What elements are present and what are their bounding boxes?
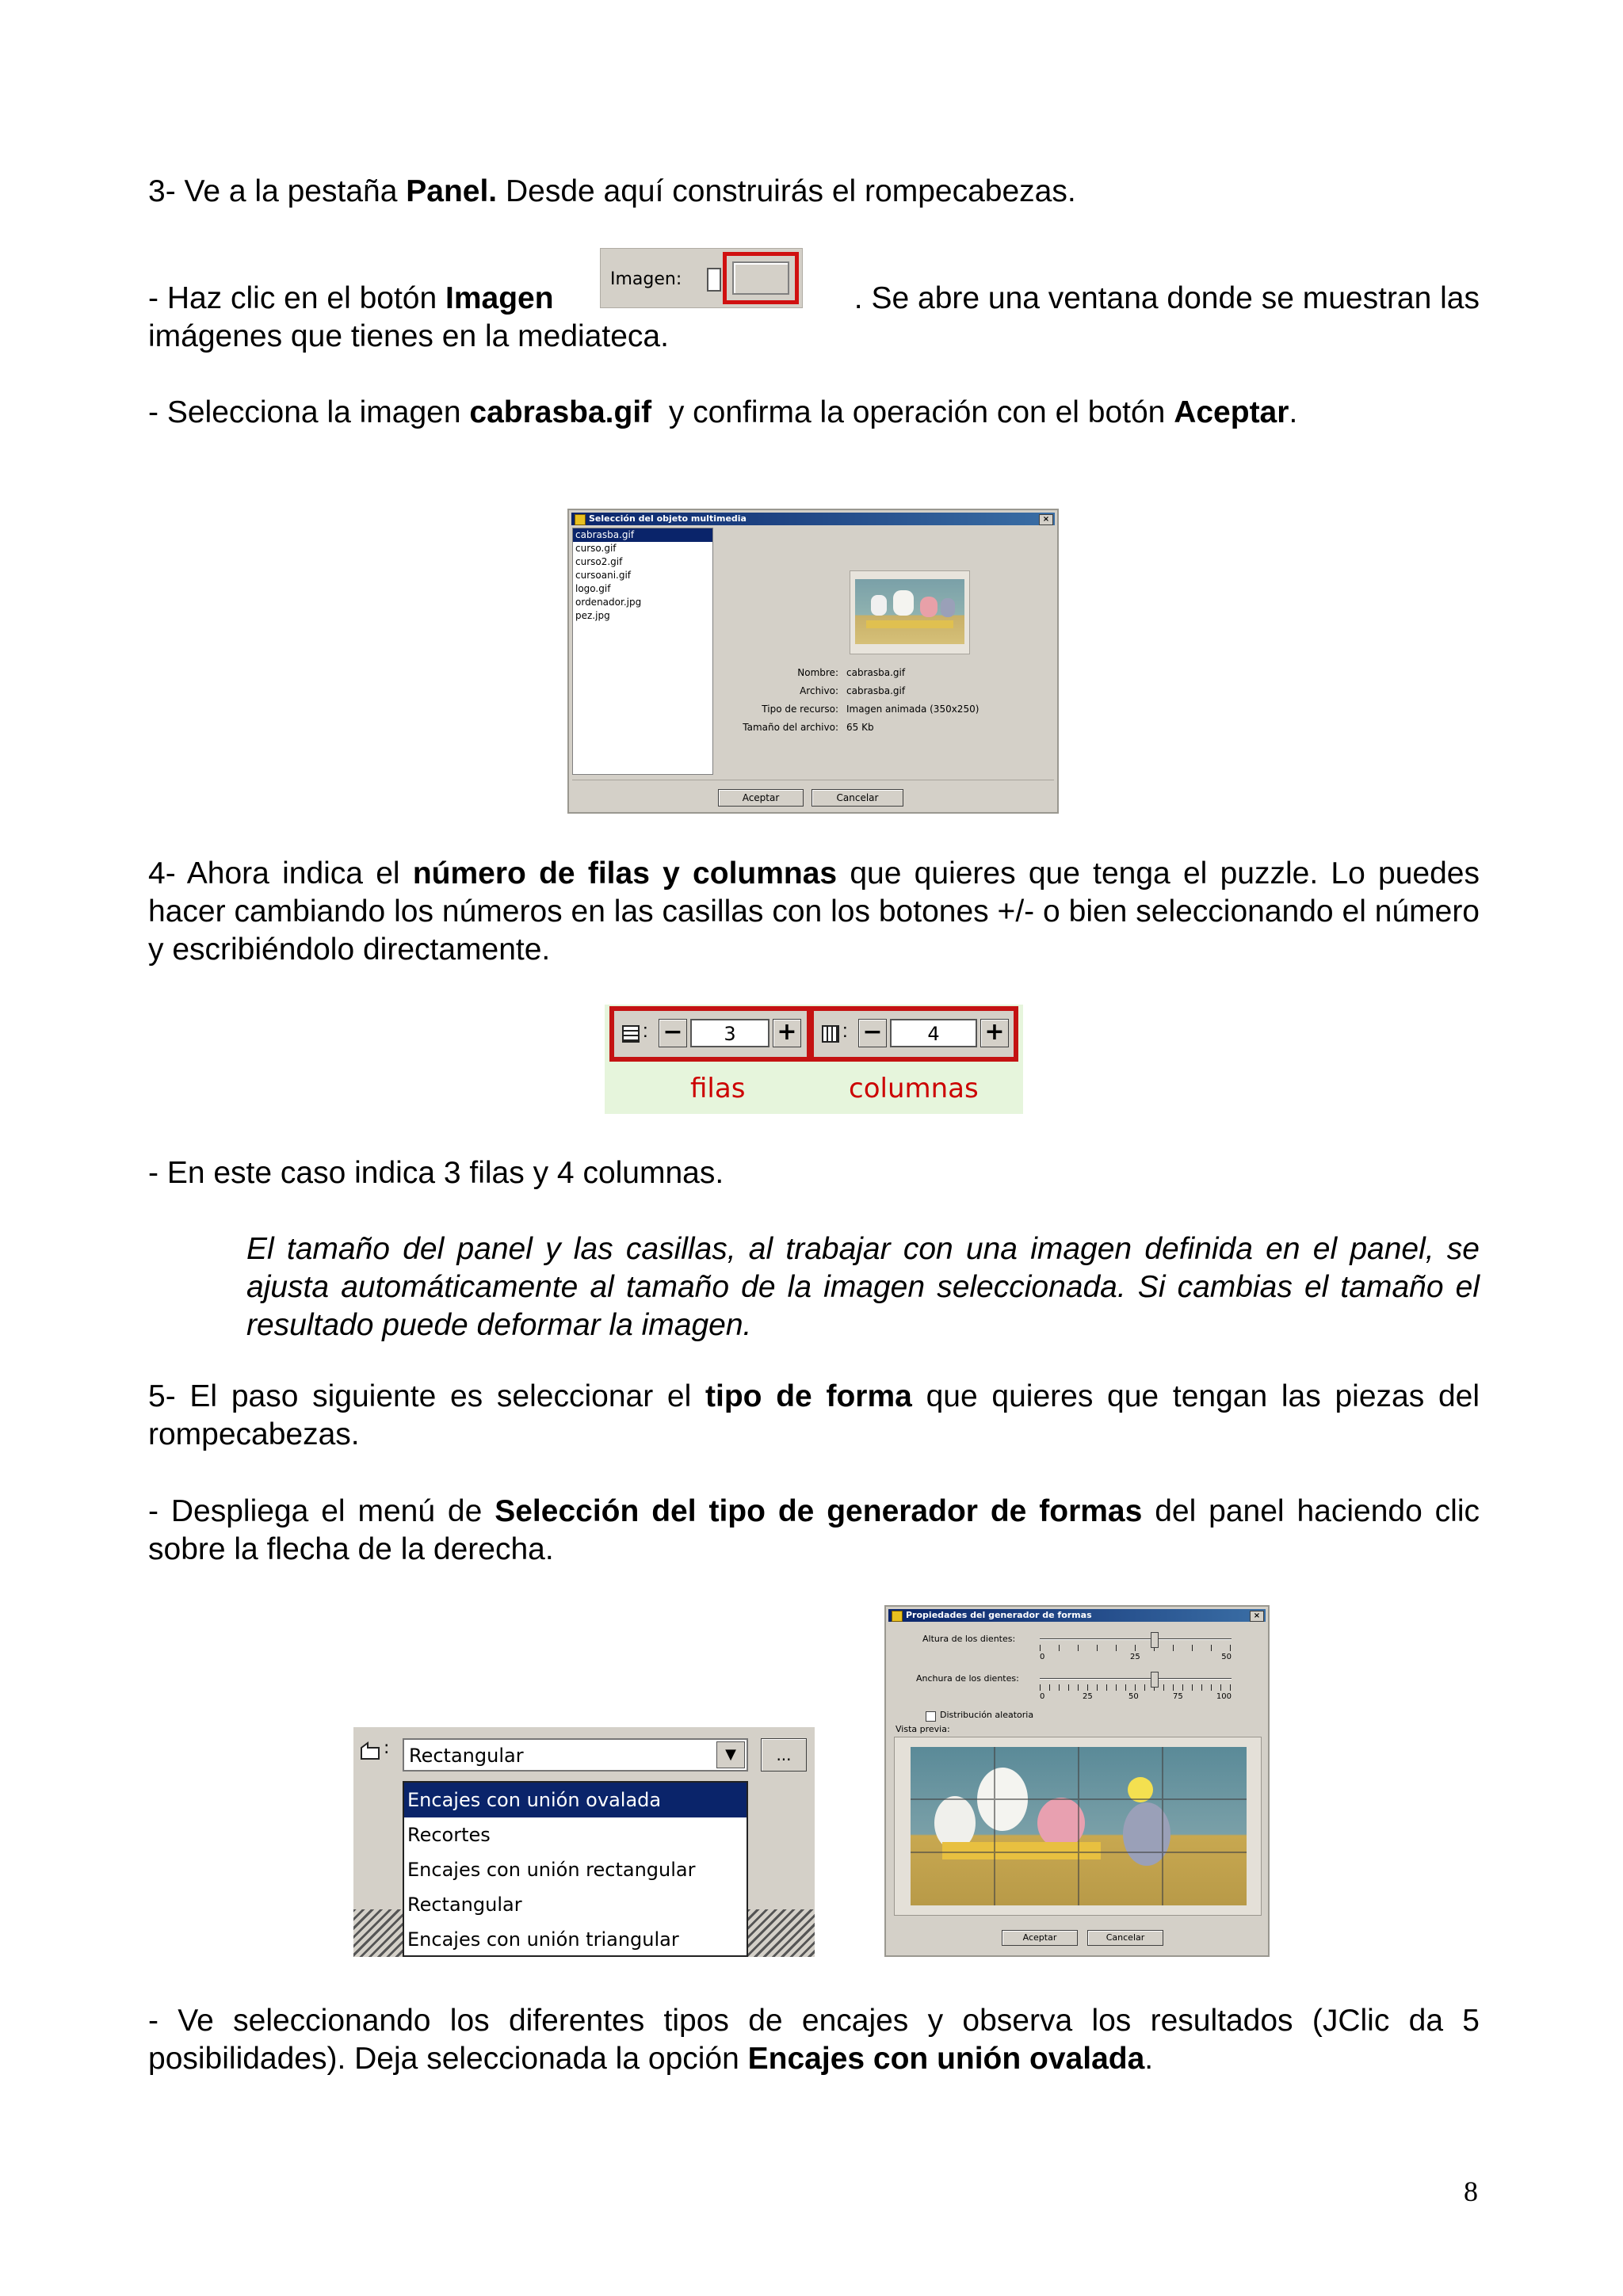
file-list-item[interactable]: curso.gif <box>575 543 617 554</box>
close-icon[interactable]: × <box>1039 514 1053 525</box>
preview-label: Vista previa: <box>896 1724 950 1734</box>
step5-text: 5- El paso siguiente es seleccionar el <box>148 1379 706 1413</box>
height-slider[interactable] <box>1040 1630 1232 1667</box>
click-image-suffix: . Se abre una ventana donde se muestran las <box>854 281 1480 315</box>
shape-option-item[interactable]: Encajes con unión rectangular <box>407 1859 696 1881</box>
shape-properties-dialog <box>884 1605 1270 1957</box>
grid-size-control <box>605 1005 1023 1114</box>
file-list-item[interactable]: curso2.gif <box>575 556 623 567</box>
step3-paragraph <box>148 173 1480 211</box>
width-slider[interactable] <box>1040 1670 1232 1707</box>
shape-cancel-button[interactable]: Cancelar <box>1087 1930 1163 1946</box>
width-tick-4: 100 <box>1216 1692 1232 1701</box>
height-tick-2: 50 <box>1221 1653 1232 1661</box>
height-tick-0: 0 <box>1040 1653 1045 1661</box>
file-list-item[interactable]: logo.gif <box>575 583 611 594</box>
shape-dropdown-screenshot <box>353 1727 815 1957</box>
rows-frame <box>609 1006 812 1062</box>
width-tick-2: 50 <box>1128 1692 1139 1701</box>
step4-suffix: que quieres que tenga el puzzle. Lo puedes hacer cambiando los números en las casillas con los botones +/- o bien seleccionando el número y escribiéndolo directamente. <box>148 856 1480 967</box>
shape-ok-button[interactable]: Aceptar <box>1002 1930 1078 1946</box>
height-label: Altura de los dientes: <box>922 1634 1016 1644</box>
file-list-item[interactable]: cursoani.gif <box>575 570 632 581</box>
media-info-labels <box>720 664 838 737</box>
case-text: - En este caso indica 3 filas y 4 columnas. <box>148 1156 724 1190</box>
width-tick-3: 75 <box>1173 1692 1183 1701</box>
click-image-line2 <box>148 318 1480 356</box>
label-size: Tamaño del archivo: <box>743 722 838 733</box>
cols-minus-button[interactable]: − <box>858 1019 887 1047</box>
shape-option-item[interactable]: Recortes <box>407 1824 491 1846</box>
dropdown-bold: Selección del tipo de generador de formas <box>495 1494 1143 1528</box>
puzzle-preview-image <box>911 1747 1247 1905</box>
select-image-text: - Selecciona la imagen <box>148 395 470 429</box>
chevron-down-icon[interactable]: ▼ <box>716 1741 745 1768</box>
close-icon[interactable]: × <box>1250 1611 1264 1622</box>
dropdown-suffix: del panel haciendo clic sobre la flecha de la derecha. <box>148 1494 1480 1566</box>
cols-caption: columnas <box>849 1073 979 1104</box>
height-tick-1: 25 <box>1130 1653 1140 1661</box>
click-image-line2-text: imágenes que tienes en la mediateca. <box>148 319 669 353</box>
file-list-item[interactable]: cabrasba.gif <box>573 528 712 542</box>
shape-options-list[interactable] <box>403 1781 748 1957</box>
preview-panel <box>894 1737 1262 1916</box>
rows-plus-button[interactable]: + <box>773 1019 801 1047</box>
app-icon <box>892 1611 903 1622</box>
label-file: Archivo: <box>800 685 838 696</box>
media-dialog-title: Selección del objeto multimedia <box>589 513 747 524</box>
shape-generator-icon <box>358 1740 382 1762</box>
rows-caption: filas <box>690 1073 746 1104</box>
cols-frame <box>809 1006 1018 1062</box>
shape-option-item[interactable]: Encajes con unión triangular <box>407 1928 679 1951</box>
app-icon <box>575 514 586 525</box>
click-image-text: - Haz clic en el botón <box>148 281 446 315</box>
step3-bold: Panel. <box>406 174 498 208</box>
note-paragraph <box>246 1230 1480 1344</box>
shape-select-value: Rectangular <box>409 1745 524 1767</box>
label-name: Nombre: <box>797 667 838 678</box>
shape-dialog-title: Propiedades del generador de formas <box>906 1610 1092 1620</box>
media-preview-frame <box>850 570 970 654</box>
image-widget-label: Imagen: <box>610 269 682 289</box>
click-image-paragraph <box>148 280 592 318</box>
image-widget-checkbox[interactable] <box>707 268 721 292</box>
step5-bold: tipo de forma <box>705 1379 912 1413</box>
page-number: 8 <box>1464 2176 1478 2207</box>
cols-plus-button[interactable]: + <box>980 1019 1009 1047</box>
step5-paragraph <box>148 1378 1480 1454</box>
final-bold: Encajes con unión ovalada <box>747 2042 1145 2076</box>
select-image-bold1: cabrasba.gif <box>469 395 652 429</box>
value-file: cabrasba.gif <box>846 685 906 696</box>
select-image-middle: y confirma la operación con el botón <box>651 395 1174 429</box>
step4-text: 4- Ahora indica el <box>148 856 413 891</box>
shape-select[interactable] <box>403 1738 748 1772</box>
final-text: - Ve seleccionando los diferentes tipos de encajes y observa los resultados (JClic da 5 posibilidades). Deja seleccionada la opción <box>148 2004 1480 2076</box>
rows-minus-button[interactable]: − <box>659 1019 687 1047</box>
value-type: Imagen animada (350x250) <box>846 704 980 715</box>
shape-option-item[interactable]: Rectangular <box>407 1894 522 1916</box>
height-slider-thumb[interactable] <box>1151 1632 1159 1648</box>
step5-suffix: que quieres que tengan las piezas del rompecabezas. <box>148 1379 1480 1451</box>
shape-option-item[interactable]: Encajes con unión ovalada <box>404 1783 747 1817</box>
step4-paragraph <box>148 855 1480 969</box>
cols-colon: : <box>842 1020 848 1042</box>
step3-suffix: Desde aquí construirás el rompecabezas. <box>497 174 1076 208</box>
media-info-values <box>846 664 1052 737</box>
step3-text: 3- Ve a la pestaña <box>148 174 407 208</box>
shape-more-button[interactable]: ... <box>761 1738 807 1772</box>
select-image-paragraph <box>148 394 1480 432</box>
cols-icon <box>822 1025 839 1043</box>
dropdown-text: - Despliega el menú de <box>148 1494 495 1528</box>
rows-colon: : <box>643 1020 648 1042</box>
width-slider-thumb[interactable] <box>1151 1672 1159 1688</box>
final-paragraph <box>148 2002 1480 2078</box>
select-image-bold2: Aceptar <box>1174 395 1289 429</box>
media-ok-button[interactable]: Aceptar <box>718 789 804 807</box>
media-cancel-button[interactable]: Cancelar <box>812 789 903 807</box>
step4-bold: número de filas y columnas <box>412 856 838 891</box>
click-image-bold: Imagen <box>445 281 554 315</box>
width-tick-1: 25 <box>1083 1692 1093 1701</box>
shape-dialog-titlebar <box>888 1609 1266 1622</box>
width-label: Anchura de los dientes: <box>916 1673 1019 1684</box>
note-text: El tamaño del panel y las casillas, al trabajar con una imagen definida en el panel, se ajusta automáticamente al tamaño de la imagen seleccionada. Si cambias el tamaño el resultado puede deformar la imagen. <box>246 1232 1480 1342</box>
image-button-widget[interactable] <box>600 248 803 308</box>
shape-colon: : <box>384 1738 390 1758</box>
label-type: Tipo de recurso: <box>762 704 838 715</box>
image-widget-button-frame[interactable] <box>723 252 799 304</box>
click-image-right <box>804 280 1480 318</box>
rows-icon <box>622 1025 640 1043</box>
case-paragraph <box>148 1154 1480 1192</box>
width-tick-0: 0 <box>1040 1692 1045 1701</box>
media-file-list[interactable] <box>572 528 713 775</box>
dropdown-paragraph <box>148 1493 1480 1569</box>
value-name: cabrasba.gif <box>846 667 906 678</box>
media-selection-dialog <box>567 509 1059 814</box>
file-list-item[interactable]: ordenador.jpg <box>575 597 642 608</box>
file-list-item[interactable]: pez.jpg <box>575 610 610 621</box>
final-suffix: . <box>1144 2042 1154 2076</box>
media-dialog-titlebar <box>571 513 1055 525</box>
rows-input[interactable]: 3 <box>690 1019 769 1047</box>
preview-thumbnail <box>855 579 964 644</box>
value-size: 65 Kb <box>846 722 874 733</box>
random-label: Distribución aleatoria <box>940 1710 1034 1720</box>
random-checkbox[interactable] <box>926 1711 936 1722</box>
cols-input[interactable]: 4 <box>890 1019 977 1047</box>
select-image-suffix: . <box>1289 395 1298 429</box>
